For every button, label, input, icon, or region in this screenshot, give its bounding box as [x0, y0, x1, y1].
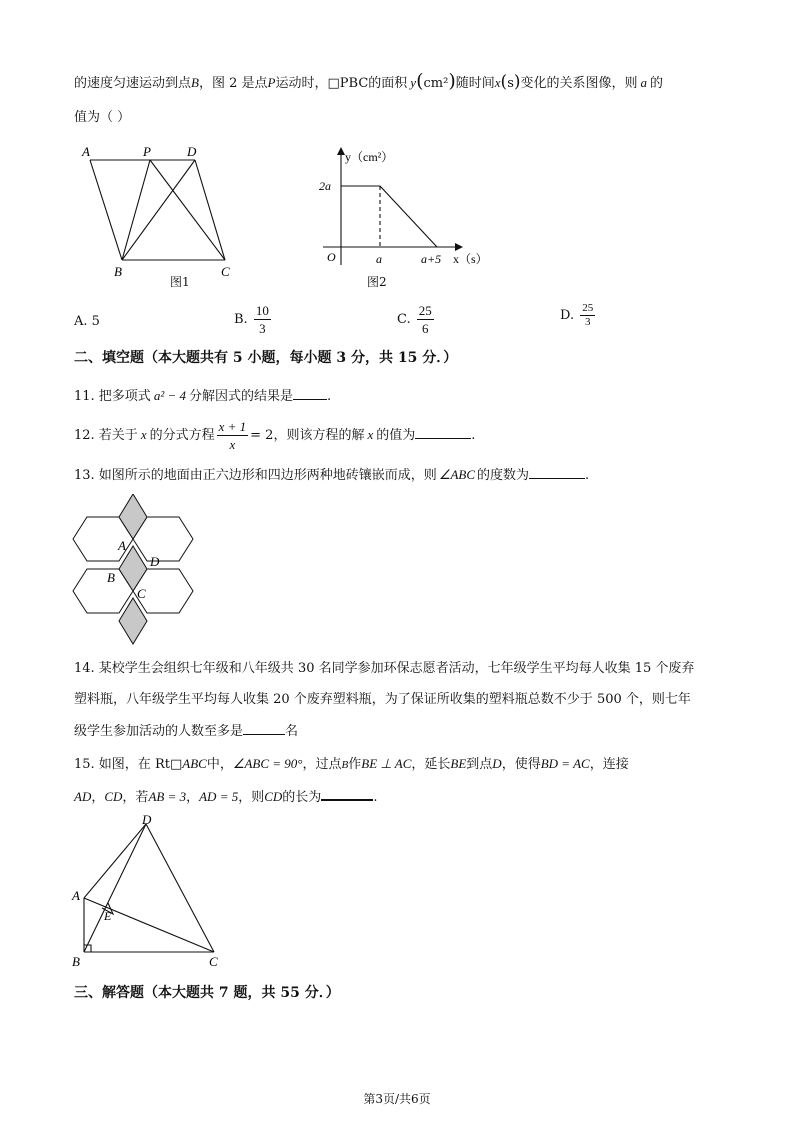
- q12-end: .: [471, 428, 476, 443]
- label-c: C: [137, 586, 146, 601]
- missing-glyph-box: □: [169, 757, 183, 772]
- question-15-line2: [74, 785, 377, 808]
- answer-blank[interactable]: [529, 464, 585, 479]
- y-axis-arrow-icon: [337, 147, 345, 155]
- numerator: x + 1: [218, 419, 247, 434]
- q13-tiling-figure: [70, 494, 196, 646]
- q15-text: 中，: [206, 757, 233, 772]
- var-x: x: [367, 427, 374, 442]
- triangle-abc: ABC: [182, 756, 207, 771]
- q12-text: 的值为: [376, 428, 416, 443]
- label-a: A: [72, 888, 80, 903]
- y-axis-label: y（cm²）: [345, 150, 394, 164]
- var-d: D: [492, 756, 502, 771]
- var-x: x: [494, 75, 501, 90]
- q11-text: 11. 把多项式: [74, 389, 151, 404]
- label-b: B: [114, 264, 122, 279]
- option-a-value: 5: [91, 314, 100, 329]
- label-c: C: [221, 264, 230, 279]
- q10-line1: 的速度匀速运动到点B，图 2 是点P运动时，□PBC的面积 y(cm²)随时间x(s)变化的关系图像，则 a 的: [74, 70, 664, 92]
- numerator: 10: [255, 303, 269, 318]
- option-a-label: A.: [74, 314, 88, 329]
- var-x: x: [140, 427, 147, 442]
- y-tick-2a: 2a: [319, 179, 331, 193]
- segment-ad: AD: [74, 789, 92, 804]
- question-11: [74, 385, 331, 407]
- question-14-line3: [74, 720, 298, 742]
- denominator: 6: [422, 321, 429, 336]
- label-e: E: [104, 909, 112, 923]
- option-b-label: B.: [234, 312, 248, 327]
- be-perp-ac: BE ⊥ AC: [361, 756, 412, 771]
- figure-2-caption: 图2: [367, 275, 387, 289]
- q11-expression: a² − 4: [153, 388, 186, 403]
- figure-2: [315, 143, 495, 273]
- q10-text: 运动时，: [275, 76, 328, 91]
- q15-end: .: [373, 790, 378, 805]
- var-y: y: [410, 75, 417, 90]
- q12-equals: = 2: [250, 428, 274, 443]
- question-13: [74, 464, 589, 486]
- label-b: B: [107, 570, 115, 585]
- ad-equals-5: AD = 5: [199, 789, 239, 804]
- var-b: B: [341, 759, 349, 771]
- unit-s: s: [507, 76, 514, 91]
- q14-text: 级学生参加活动的人数至多是: [74, 724, 244, 739]
- q15-text: ，: [186, 790, 200, 805]
- denominator: 3: [259, 321, 266, 336]
- q15-text: ，则: [238, 790, 265, 805]
- option-c-fraction: [417, 302, 434, 337]
- answer-blank[interactable]: [321, 785, 373, 801]
- label-d: D: [150, 554, 160, 569]
- label-d: D: [187, 144, 197, 159]
- answer-blank[interactable]: [243, 720, 285, 735]
- label-p: P: [143, 144, 151, 159]
- missing-glyph-box: □: [327, 76, 340, 91]
- question-14-line2: 塑料瓶，八年级学生平均每人收集 20 个废弃塑料瓶，为了保证所收集的塑料瓶总数不少于 500 个，则七年: [74, 692, 691, 707]
- q13-text: 的度数为: [477, 468, 530, 483]
- x-tick-a: a: [376, 252, 382, 266]
- q11-end: .: [327, 389, 332, 404]
- q14-text: 名: [285, 724, 299, 739]
- x-tick-a-plus-5: a+5: [421, 252, 442, 266]
- segment-pb: [122, 160, 150, 260]
- numerator: 25: [582, 302, 594, 314]
- origin-label: O: [327, 250, 336, 264]
- var-a: a: [640, 75, 648, 90]
- q13-end: .: [585, 468, 590, 483]
- question-15-line1: [74, 754, 629, 775]
- q11-text: 分解因式的结果是: [188, 389, 293, 404]
- segment-db: [122, 160, 195, 260]
- label-a: A: [82, 144, 90, 159]
- answer-blank[interactable]: [415, 424, 471, 439]
- q10-text: 的面积: [368, 76, 408, 91]
- section-2-heading: 二、填空题（本大题共有 5 小题，每小题 3 分，共 15 分．）: [74, 350, 458, 366]
- label-c: C: [209, 954, 218, 969]
- option-b-fraction: [254, 302, 271, 337]
- question-12: [74, 418, 475, 453]
- q15-text: ，连接: [589, 757, 629, 772]
- q10-line2: 值为（ ）: [74, 110, 131, 125]
- unit-cm2: cm²: [423, 76, 449, 91]
- var-p: P: [267, 75, 276, 90]
- q15-text: ，若: [122, 790, 149, 805]
- segment-cd: CD: [104, 789, 123, 804]
- segment-pc: [150, 160, 225, 260]
- option-a[interactable]: [74, 312, 100, 332]
- q12-text: 12. 若关于: [74, 428, 138, 443]
- q15-text: 的长为: [282, 790, 322, 805]
- x-axis-arrow-icon: [455, 243, 463, 251]
- q15-figure: [66, 812, 236, 972]
- ab-equals-3: AB = 3: [148, 789, 187, 804]
- denominator: 3: [584, 316, 591, 328]
- q13-text: 13. 如图所示的地面由正六边形和四边形两种地砖镶嵌而成，则: [74, 468, 437, 483]
- option-d-fraction: [580, 302, 595, 329]
- q12-text: ，则该方程的解: [273, 428, 365, 443]
- option-b[interactable]: [234, 302, 273, 337]
- question-14-line1: 14. 某校学生会组织七年级和八年级共 30 名同学参加环保志愿者活动，七年级学生平均每人收集 15 个废弃: [74, 661, 695, 676]
- q10-text: 随时间: [455, 76, 495, 91]
- label-b: B: [72, 954, 80, 969]
- angle-abc: ∠ABC: [438, 467, 476, 482]
- q15-text: ，: [91, 790, 105, 805]
- angle-abc-90: ∠ABC = 90°: [232, 756, 303, 771]
- answer-blank[interactable]: [293, 385, 327, 400]
- edge-dc: [195, 160, 225, 260]
- q10-text: ，图 2 是点: [198, 76, 268, 91]
- denominator: x: [229, 437, 236, 452]
- q15-text: ，过点: [302, 757, 342, 772]
- q12-fraction: [217, 418, 249, 453]
- page-footer: 第3页/共6页: [363, 1092, 431, 1106]
- q15-text: 15. 如图，在 Rt: [74, 757, 170, 772]
- option-c-label: C.: [397, 312, 411, 327]
- q15-text: ，延长: [411, 757, 451, 772]
- edge-ab: [90, 160, 122, 260]
- q10-text: 变化的关系图像，则: [520, 76, 638, 91]
- q15-text: 到点: [466, 757, 493, 772]
- q10-text: 的: [650, 76, 664, 91]
- q12-text: 的分式方程: [149, 428, 215, 443]
- figure-1: [80, 140, 250, 290]
- segment-ac: [84, 898, 214, 952]
- var-b: B: [191, 75, 199, 90]
- figure-1-caption: 图1: [170, 275, 190, 289]
- q10-text: 的速度匀速运动到点: [74, 76, 192, 91]
- numerator: 25: [418, 303, 432, 318]
- label-d: D: [142, 812, 152, 827]
- segment-bd: [84, 824, 146, 952]
- segment-cd: CD: [264, 789, 283, 804]
- segment-be: BE: [450, 756, 467, 771]
- segment-cd: [146, 824, 214, 952]
- area-graph-line: [341, 186, 437, 247]
- bd-equals-ac: BD = AC: [540, 756, 590, 771]
- label-a: A: [118, 538, 126, 553]
- option-d-label: D.: [560, 308, 575, 323]
- option-c[interactable]: [397, 302, 436, 337]
- q15-text: ，使得: [501, 757, 541, 772]
- x-axis-label: x（s）: [453, 252, 488, 266]
- triangle-pbc: PBC: [339, 76, 369, 91]
- section-3-heading: 三、解答题（本大题共 7 题，共 55 分．）: [74, 985, 340, 1001]
- option-d[interactable]: [560, 302, 597, 329]
- q15-text: 作: [348, 757, 362, 772]
